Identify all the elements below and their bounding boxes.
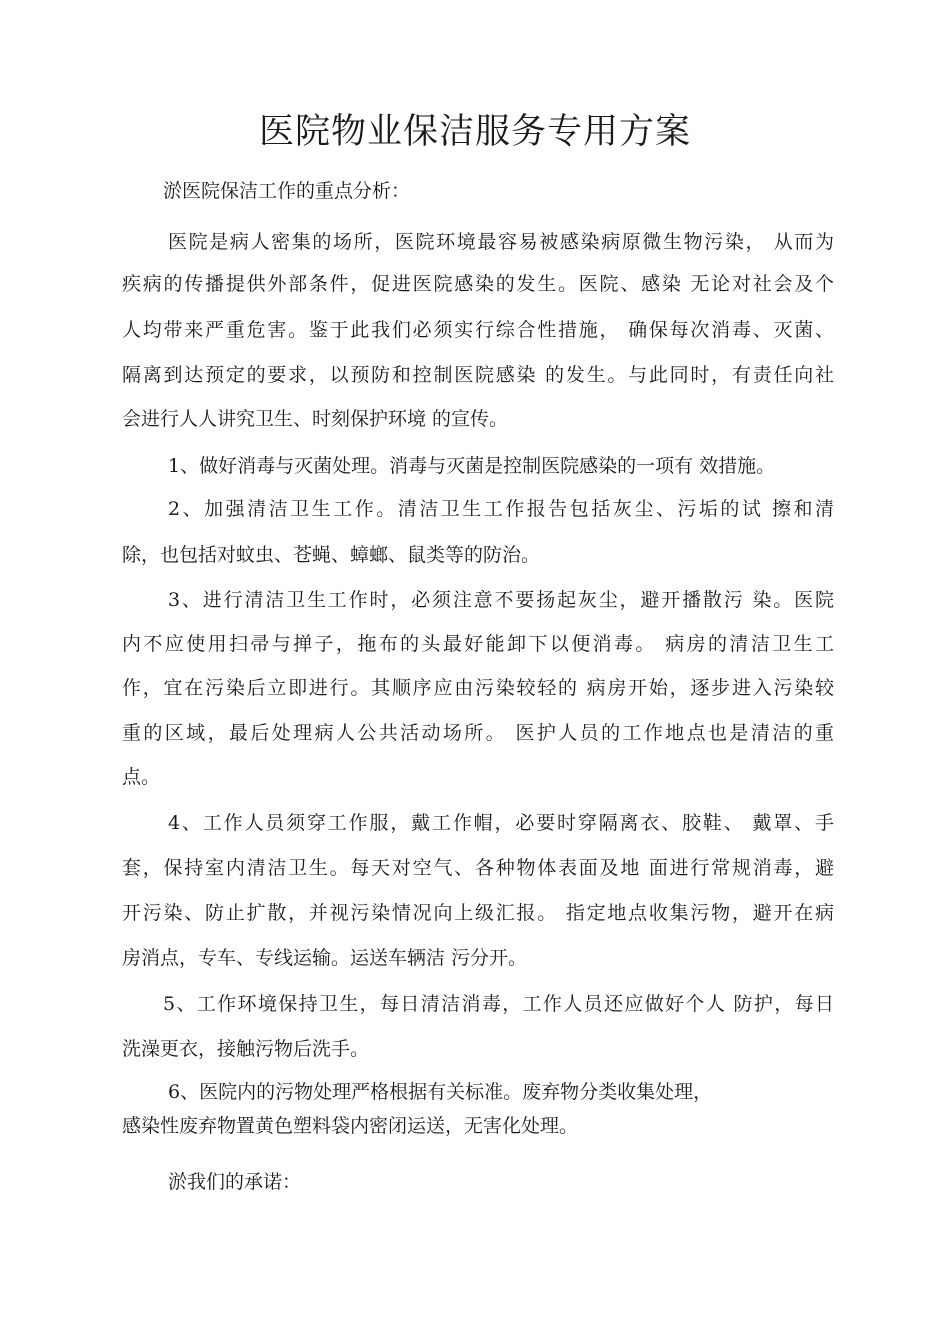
item-5-line-2: 洗澡更衣，接触污物后洗手。 xyxy=(122,1038,370,1060)
intro-line-2: 疾病的传播提供外部条件，促进医院感染的发生。医院、感染 无论对社会及个 xyxy=(122,273,834,295)
item-4-line-3: 开污染、防止扩散，并视污染情况向上级汇报。 指定地点收集污物，避开在病 xyxy=(122,902,834,924)
item-4-line-1: 4、工作人员须穿工作服，戴工作帽，必要时穿隔离衣、胶鞋、 戴罩、手 xyxy=(168,812,834,834)
item-2-line-1: 2、加强清洁卫生工作。清洁卫生工作报告包括灰尘、污垢的试 擦和清 xyxy=(168,498,834,520)
intro-line-1: 医院是病人密集的场所，医院环境最容易被感染病原微生物污染， 从而为 xyxy=(168,231,834,253)
item-3-line-1: 3、进行清洁卫生工作时，必须注意不要扬起灰尘，避开播散污 染。医院 xyxy=(168,589,834,611)
item-1-line-1: 1、做好消毒与灭菌处理。消毒与灭菌是控制医院感染的一项有 效措施。 xyxy=(168,455,776,477)
item-3-line-2: 内不应使用扫帚与掸子，拖布的头最好能卸下以便消毒。 病房的清洁卫生工 xyxy=(122,633,834,655)
intro-line-4: 隔离到达预定的要求，以预防和控制医院感染 的发生。与此同时，有责任向社 xyxy=(122,364,834,386)
item-5-line-1: 5、工作环境保持卫生，每日清洁消毒，工作人员还应做好个人 防护，每日 xyxy=(163,993,834,1015)
item-3-line-3: 作，宜在污染后立即进行。其顺序应由污染较轻的 病房开始，逐步进入污染较 xyxy=(122,677,834,699)
item-2-line-2: 除，也包括对蚊虫、苍蝇、蟑螂、鼠类等的防治。 xyxy=(122,544,541,566)
item-4-line-2: 套，保持室内清洁卫生。每天对空气、各种物体表面及地 面进行常规消毒，避 xyxy=(122,857,834,879)
item-4-line-4: 房消点，专车、专线运输。运送车辆洁 污分开。 xyxy=(122,947,528,969)
section-heading-commitment: 淤我们的承诺： xyxy=(168,1171,302,1193)
item-6-line-2: 感染性废弃物置黄色塑料袋内密闭运送，无害化处理。 xyxy=(122,1115,579,1137)
item-6-line-1: 6、医院内的污物处理严格根据有关标准。废弃物分类收集处理， xyxy=(168,1081,713,1103)
intro-line-3: 人均带来严重危害。鉴于此我们必须实行综合性措施， 确保每次消毒、灭菌、 xyxy=(122,319,834,341)
item-3-line-4: 重的区域，最后处理病人公共活动场所。 医护人员的工作地点也是清洁的重 xyxy=(122,722,834,744)
document-title: 医院物业保洁服务专用方案 xyxy=(258,112,691,152)
intro-line-5: 会进行人人讲究卫生、时刻保护环境 的宣传。 xyxy=(122,408,509,430)
item-3-line-5: 点。 xyxy=(122,766,161,788)
section-heading-key-points: 淤医院保洁工作的重点分析： xyxy=(163,180,411,202)
